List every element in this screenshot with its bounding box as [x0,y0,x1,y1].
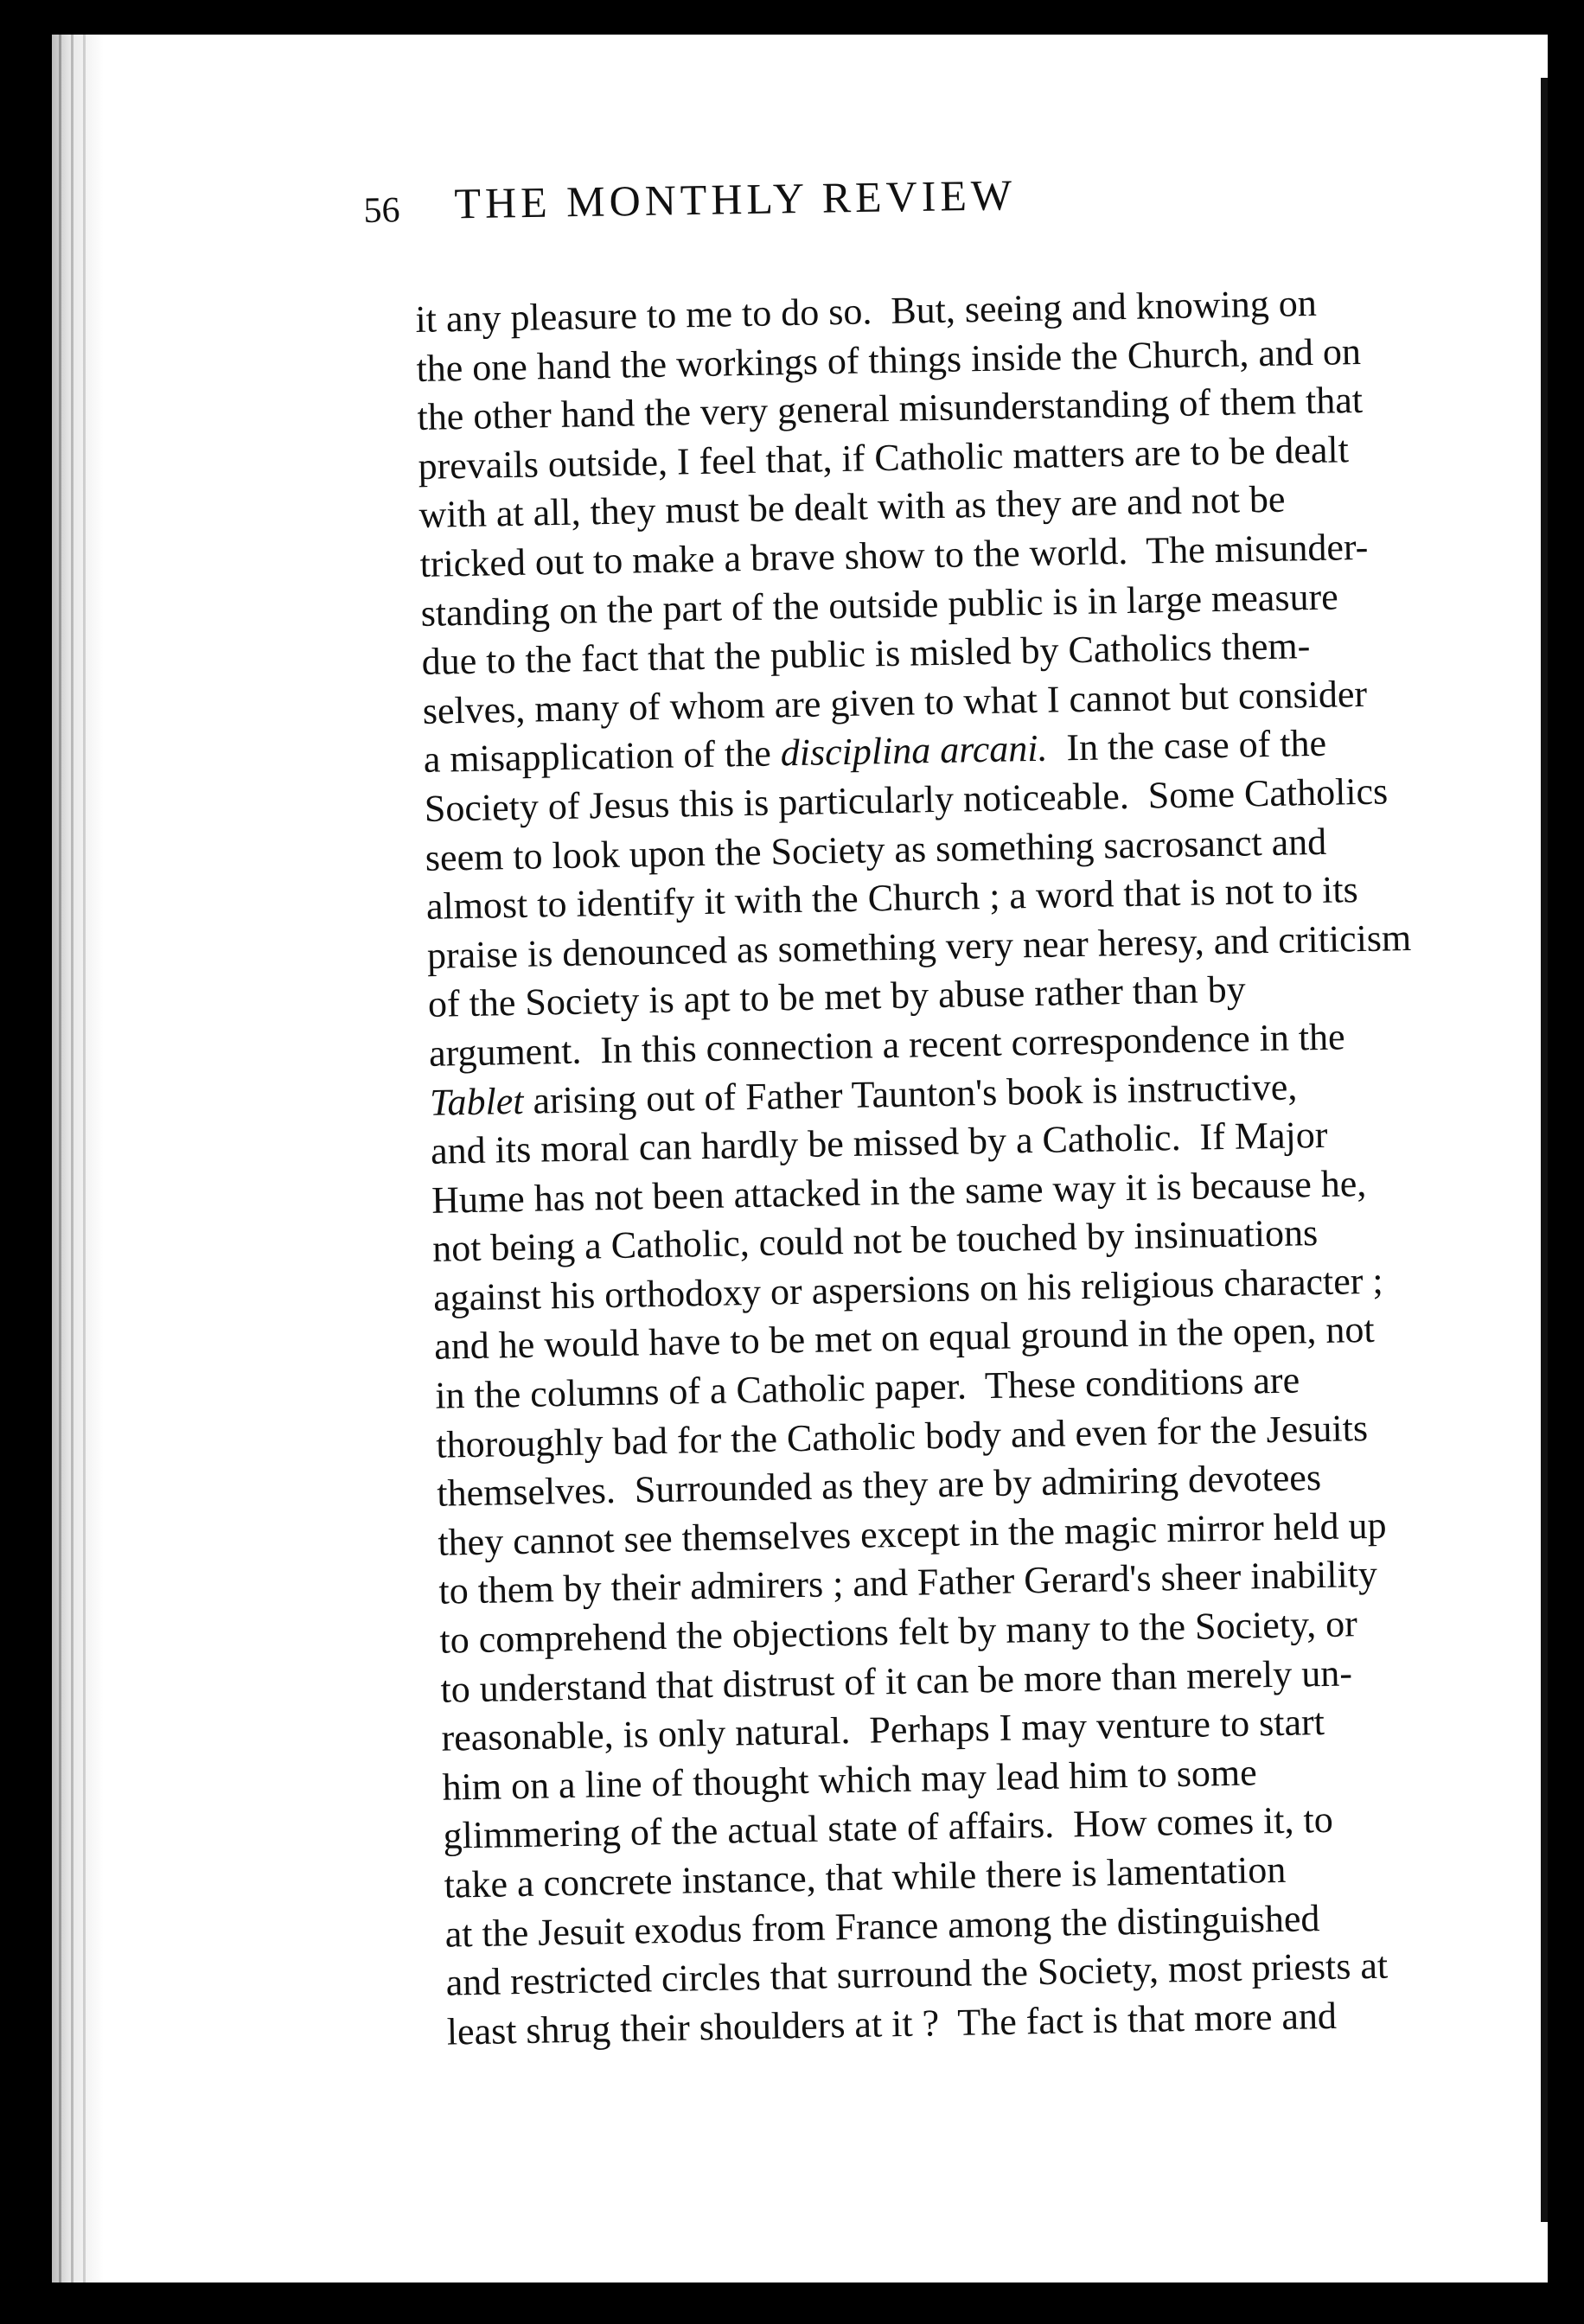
text-segment: Society of Jesus this is particularly noticeable. Some Catholics [424,769,1389,830]
text-segment: thoroughly bad for the Catholic body and even for the Jesuits [435,1406,1369,1466]
text-segment: of the Society is apt to be met by abuse rather than by [427,967,1247,1026]
text-segment: seem to look upon the Society as something sacrosanct and [425,820,1327,879]
text-segment: reasonable, is only natural. Perhaps I may venture to start [441,1701,1325,1759]
text-segment: they cannot see themselves except in the magic mirror held up [437,1504,1387,1564]
running-title: THE MONTHLY REVIEW [454,170,1017,228]
text-segment: a misapplication of the [423,731,782,782]
text-segment: take a concrete instance, that while there is lamentation [444,1848,1287,1906]
text-segment: to comprehend the objections felt by many to the Society, or [439,1602,1358,1662]
text-segment: prevails outside, I feel that, if Catholic matters are to be dealt [418,428,1350,488]
italic-text: Tablet [429,1079,524,1124]
text-segment: and he would have to be met on equal ground in the open, not [433,1308,1376,1369]
italic-text: disciplina arcani. [780,727,1048,775]
text-segment: against his orthodoxy or aspersions on his religious character ; [432,1259,1384,1319]
page-edge-line [71,35,73,2282]
text-segment: glimmering of the actual state of affairs. How comes it, to [443,1798,1334,1858]
text-segment: and restricted circles that surround the Society, most priests at [445,1944,1389,2004]
text-segment: and its moral can hardly be missed by a Catholic. If Major [430,1113,1328,1172]
text-segment: due to the fact that the public is misled by Catholics them- [421,624,1311,684]
text-segment: selves, many of whom are given to what I cannot but consider [422,672,1368,732]
page-edge-line [83,35,86,2282]
text-segment: themselves. Surrounded as they are by admiring devotees [436,1456,1322,1516]
text-segment: tricked out to make a brave show to the world. The misunder- [419,525,1369,585]
text-segment: with at all, they must be dealt with as they are and not be [418,477,1286,537]
page-edge-line [59,35,61,2282]
text-segment: to understand that distrust of it can be more than merely un- [440,1651,1353,1711]
text-segment: at the Jesuit exodus from France among the distinguished [444,1896,1320,1956]
text-segment: standing on the part of the outside public is in large measure [420,575,1339,635]
text-segment: argument. In this connection a recent correspondence in the [428,1015,1346,1075]
text-segment: In the case of the [1047,722,1327,770]
page-right-border [1541,78,1548,2222]
page-number: 56 [363,190,400,231]
text-segment: least shrug their shoulders at it ? The fact is that more and [446,1994,1338,2053]
text-segment: in the columns of a Catholic paper. These conditions are [434,1358,1300,1417]
text-segment: arising out of Father Taunton's book is instructive, [523,1064,1298,1122]
text-segment: the other hand the very general misunderstanding of them that [417,379,1364,439]
text-segment: praise is denounced as something very near heresy, and criticism [426,916,1412,977]
text-segment: it any pleasure to me to do so. But, seeing and knowing on [415,281,1318,341]
text-segment: almost to identify it with the Church ; a word that is not to its [425,868,1359,929]
running-header [363,166,1246,258]
text-segment: to them by their admirers ; and Father Gerard's sheer inability [438,1553,1378,1613]
book-page [52,35,1548,2282]
text-segment: not being a Catholic, could not be touched by insinuations [431,1211,1319,1271]
text-segment: the one hand the workings of things inside the Church, and on [416,329,1362,390]
text-segment: Hume has not been attacked in the same way it is because he, [431,1161,1367,1222]
text-segment: him on a line of thought which may lead him to some [442,1751,1258,1809]
body-text [415,277,1467,2057]
